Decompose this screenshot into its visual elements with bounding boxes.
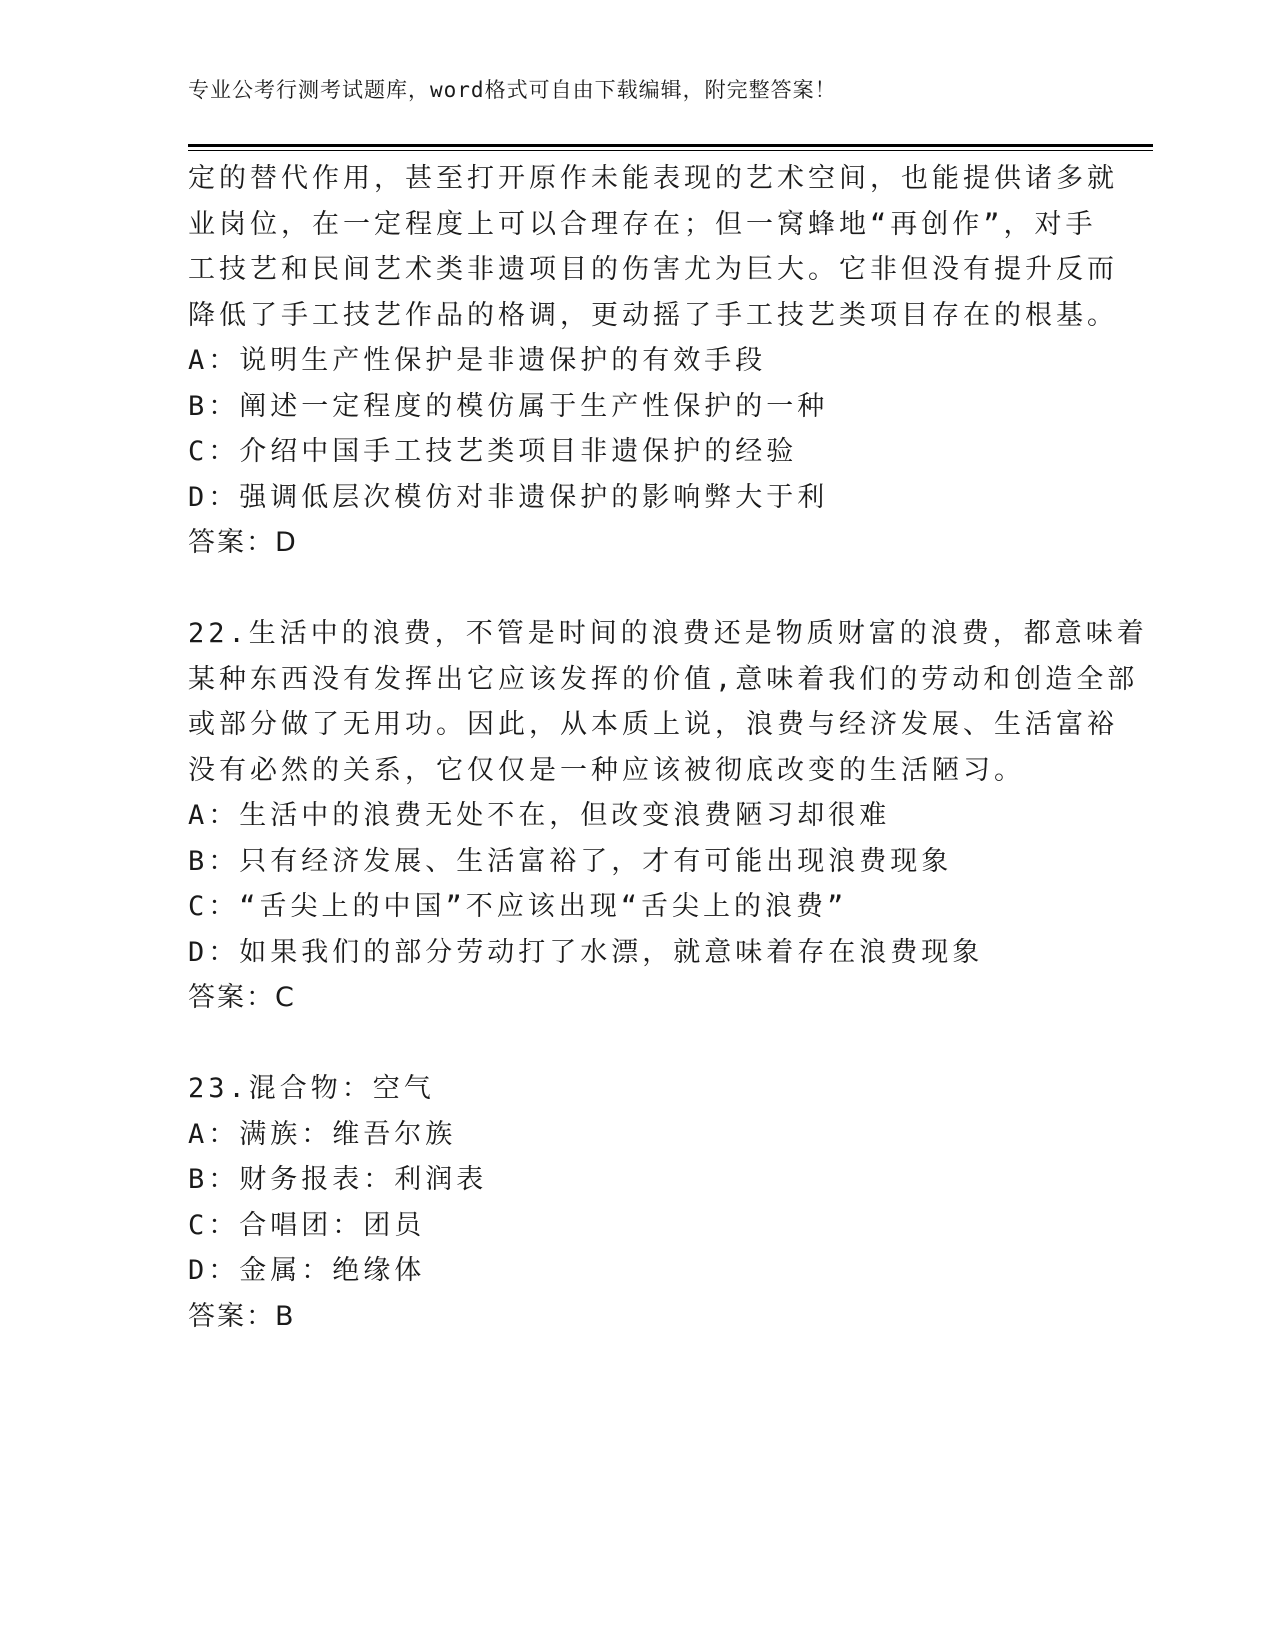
question-spacer — [188, 1021, 1128, 1067]
option-b: B：阐述一定程度的模仿属于生产性保护的一种 — [188, 390, 829, 422]
question-23 — [188, 1066, 1128, 1339]
answer-label: 答案：B — [188, 1300, 296, 1332]
document-body — [188, 156, 1148, 1339]
question-21-continuation — [188, 156, 1128, 566]
question-stem-line: 没有必然的关系，它仅仅是一种应该被彻底改变的生活陋习。 — [188, 754, 1025, 786]
option-b: B：财务报表：利润表 — [188, 1164, 488, 1195]
question-spacer — [188, 566, 1128, 612]
question-stem-line: 工技艺和民间艺术类非遗项目的伤害尤为巨大。它非但没有提升反而 — [188, 254, 1118, 285]
header-divider-thick — [188, 144, 1153, 147]
question-stem-line: 降低了手工技艺作品的格调，更动摇了手工技艺类项目存在的根基。 — [188, 299, 1118, 331]
question-stem-line: 定的替代作用，甚至打开原作未能表现的艺术空间，也能提供诸多就 — [188, 163, 1118, 194]
question-stem-line: 某种东西没有发挥出它应该发挥的价值,意味着我们的劳动和创造全部 — [188, 663, 1139, 695]
question-stem-line: 或部分做了无用功。因此，从本质上说，浪费与经济发展、生活富裕 — [188, 709, 1118, 740]
option-d: D：金属：绝缘体 — [188, 1255, 426, 1286]
option-a: A：满族：维吾尔族 — [188, 1118, 457, 1150]
option-a: A：生活中的浪费无处不在，但改变浪费陋习却很难 — [188, 800, 891, 831]
header-divider-thin — [188, 150, 1153, 151]
answer-label: 答案：D — [188, 527, 298, 558]
option-a: A：说明生产性保护是非遗保护的有效手段 — [188, 345, 767, 376]
option-d: D：如果我们的部分劳动打了水漂，就意味着存在浪费现象 — [188, 936, 984, 968]
option-d: D：强调低层次模仿对非遗保护的影响弊大于利 — [188, 481, 829, 513]
question-22 — [188, 611, 1148, 1021]
page-header: 专业公考行测考试题库，word格式可自由下载编辑，附完整答案！ — [188, 78, 837, 102]
question-stem-line: 业岗位，在一定程度上可以合理存在；但一窝蜂地“再创作”，对手 — [188, 208, 1097, 240]
question-stem-line: 23.混合物：空气 — [188, 1073, 435, 1104]
answer-label: 答案：C — [188, 982, 296, 1013]
option-c: C：“舌尖上的中国”不应该出现“舌尖上的浪费” — [188, 891, 848, 922]
option-b: B：只有经济发展、生活富裕了，才有可能出现浪费现象 — [188, 845, 953, 877]
option-c: C：合唱团：团员 — [188, 1209, 426, 1241]
question-stem-line: 22.生活中的浪费，不管是时间的浪费还是物质财富的浪费，都意味着 — [188, 618, 1148, 649]
option-c: C：介绍中国手工技艺类项目非遗保护的经验 — [188, 436, 798, 467]
